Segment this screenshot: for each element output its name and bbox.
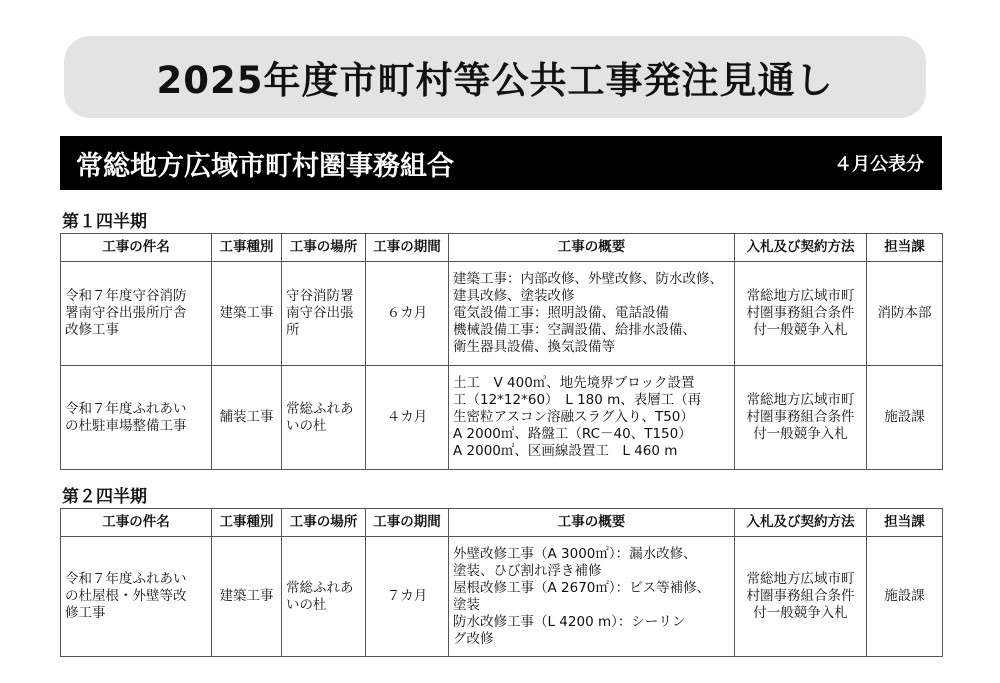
quarter-table bbox=[60, 508, 943, 657]
header-place: 工事の場所 bbox=[282, 509, 366, 537]
header-summary: 工事の概要 bbox=[449, 509, 735, 537]
cell-dept: 消防本部 bbox=[867, 262, 943, 366]
cell-method: 常総地方広域市町 村圏事務組合条件 付一般競争入札 bbox=[735, 262, 867, 366]
cell-period: ７カ月 bbox=[366, 537, 449, 657]
quarter-table bbox=[60, 233, 943, 470]
header-name: 工事の件名 bbox=[61, 234, 212, 262]
cell-summary: 土工 V 400㎥、地先境界ブロック設置 工（12*12*60） L 180 m、表層工（再 生密粒アスコン溶融スラグ入り、T50） A 2000㎡、路盤工（RC－40、T150） A 2000㎡、区画線設置工 L 460 m bbox=[449, 366, 735, 470]
header-summary: 工事の概要 bbox=[449, 234, 735, 262]
cell-place: 常総ふれあ いの杜 bbox=[282, 366, 366, 470]
title-banner bbox=[64, 36, 926, 118]
header-name: 工事の件名 bbox=[61, 509, 212, 537]
cell-summary: 外壁改修工事（A 3000㎡）：漏水改修、 塗装、ひび割れ浮き補修 屋根改修工事（A 2670㎡）：ビス等補修、 塗装 防水改修工事（L 4200 m）：シーリン グ改修 bbox=[449, 537, 735, 657]
table-row bbox=[61, 537, 943, 657]
cell-method: 常総地方広域市町 村圏事務組合条件 付一般競争入札 bbox=[735, 537, 867, 657]
cell-type: 建築工事 bbox=[212, 537, 282, 657]
table-header-row bbox=[61, 234, 943, 262]
cell-type: 舗装工事 bbox=[212, 366, 282, 470]
cell-summary: 建築工事：内部改修、外壁改修、防水改修、 建具改修、塗装改修 電気設備工事：照明設備、電話設備 機械設備工事：空調設備、給排水設備、 衛生器具設備、換気設備等 bbox=[449, 262, 735, 366]
table-row bbox=[61, 262, 943, 366]
header-dept: 担当課 bbox=[867, 234, 943, 262]
organization-name: 常総地方広域市町村圏事務組合 bbox=[76, 150, 454, 182]
cell-period: ６カ月 bbox=[366, 262, 449, 366]
page-title: 2025年度市町村等公共工事発注見通し bbox=[156, 59, 834, 102]
header-dept: 担当課 bbox=[867, 509, 943, 537]
cell-dept: 施設課 bbox=[867, 366, 943, 470]
cell-dept: 施設課 bbox=[867, 537, 943, 657]
header-method: 入札及び契約方法 bbox=[735, 509, 867, 537]
organization-bar bbox=[60, 136, 942, 190]
table-row bbox=[61, 366, 943, 470]
header-type: 工事種別 bbox=[212, 509, 282, 537]
table-header-row bbox=[61, 509, 943, 537]
cell-method: 常総地方広域市町 村圏事務組合条件 付一般競争入札 bbox=[735, 366, 867, 470]
header-method: 入札及び契約方法 bbox=[735, 234, 867, 262]
header-period: 工事の期間 bbox=[366, 234, 449, 262]
quarter-heading: 第１四半期 bbox=[62, 212, 147, 232]
cell-place: 常総ふれあ いの杜 bbox=[282, 537, 366, 657]
header-type: 工事種別 bbox=[212, 234, 282, 262]
cell-period: ４カ月 bbox=[366, 366, 449, 470]
quarter-heading: 第２四半期 bbox=[62, 487, 147, 507]
cell-type: 建築工事 bbox=[212, 262, 282, 366]
cell-name: 令和７年度ふれあい の杜屋根・外壁等改 修工事 bbox=[61, 537, 212, 657]
cell-name: 令和７年度ふれあい の杜駐車場整備工事 bbox=[61, 366, 212, 470]
cell-name: 令和７年度守谷消防 署南守谷出張所庁舎 改修工事 bbox=[61, 262, 212, 366]
header-period: 工事の期間 bbox=[366, 509, 449, 537]
cell-place: 守谷消防署 南守谷出張 所 bbox=[282, 262, 366, 366]
publish-date: ４月公表分 bbox=[834, 154, 924, 175]
header-place: 工事の場所 bbox=[282, 234, 366, 262]
